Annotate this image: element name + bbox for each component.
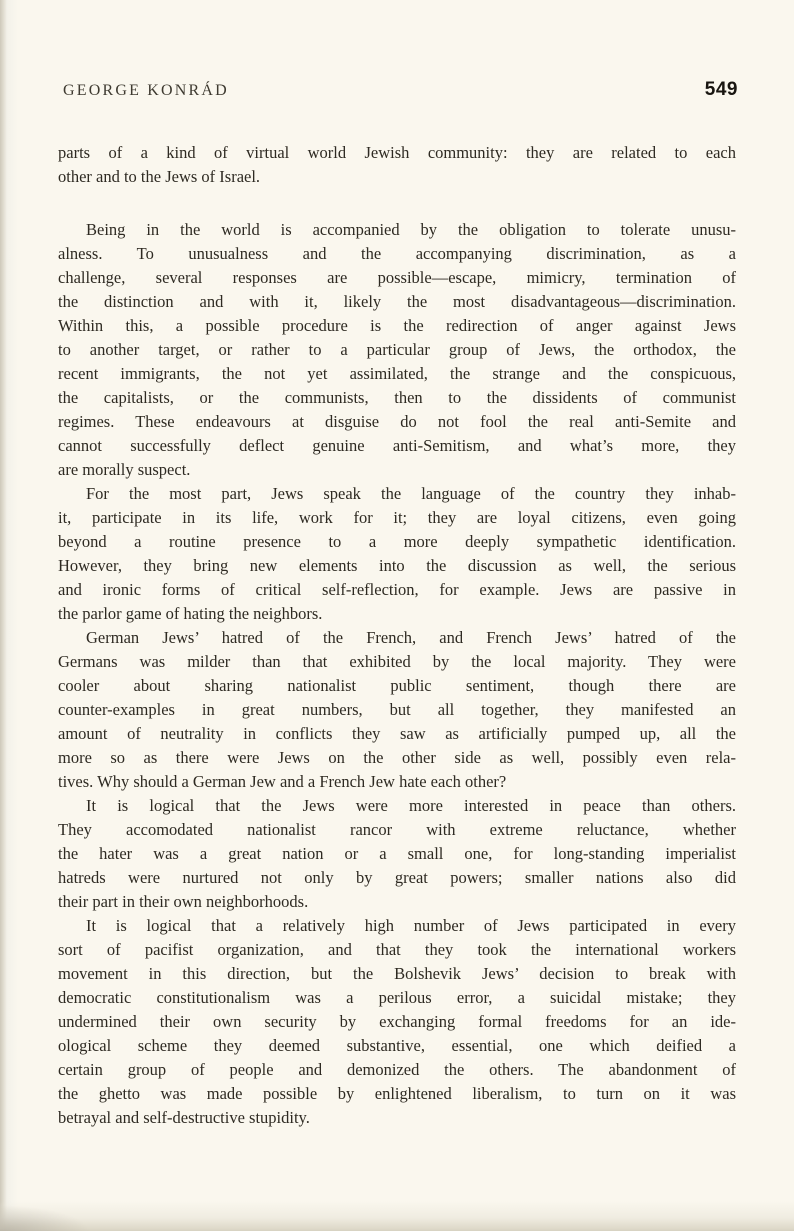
text-line: the distinction and with it, likely the most disadvantageous—discrimination. — [58, 292, 736, 311]
text-line: However, they bring new elements into the discussion as well, the serious — [58, 556, 736, 575]
text-line: the parlor game of hating the neighbors. — [58, 604, 323, 623]
text-line: recent immigrants, the not yet assimilated, the strange and the conspicuous, — [58, 364, 736, 383]
text-line: democratic constitutionalism was a perilous error, a suicidal mistake; they — [58, 988, 736, 1007]
text-line: undermined their own security by exchanging formal freedoms for an ide- — [58, 1012, 736, 1031]
text-line: to another target, or rather to a particular group of Jews, the orthodox, the — [58, 340, 736, 359]
paragraph — [58, 218, 736, 482]
text-line: beyond a routine presence to a more deeply sympathetic identification. — [58, 532, 736, 551]
text-line: movement in this direction, but the Bolshevik Jews’ decision to break with — [58, 964, 736, 983]
text-line: For the most part, Jews speak the language of the country they inhab- — [86, 484, 736, 503]
text-line: counter-examples in great numbers, but all together, they manifested an — [58, 700, 736, 719]
text-line: parts of a kind of virtual world Jewish community: they are related to each — [58, 143, 736, 162]
text-line: are morally suspect. — [58, 460, 191, 479]
text-line: the capitalists, or the communists, then to the dissidents of communist — [58, 388, 736, 407]
text-line: more so as there were Jews on the other side as well, possibly even rela- — [58, 748, 736, 767]
text-line: and ironic forms of critical self-reflection, for example. Jews are passive in — [58, 580, 736, 599]
page-number: 549 — [704, 79, 738, 100]
text-line: the hater was a great nation or a small one, for long-standing imperialist — [58, 844, 736, 863]
text-line: German Jews’ hatred of the French, and French Jews’ hatred of the — [86, 628, 736, 647]
text-line: their part in their own neighborhoods. — [58, 892, 309, 911]
text-line: ological scheme they deemed substantive, essential, one which deified a — [58, 1036, 736, 1055]
text-line: It is logical that a relatively high number of Jews participated in every — [86, 916, 736, 935]
text-line: certain group of people and demonized the others. The abandonment of — [58, 1060, 736, 1079]
text-line: amount of neutrality in conflicts they saw as artificially pumped up, all the — [58, 724, 736, 743]
running-header — [63, 79, 740, 106]
text-line: Being in the world is accompanied by the obligation to tolerate unusu- — [86, 220, 736, 239]
text-line: the ghetto was made possible by enlightened liberalism, to turn on it was — [58, 1084, 736, 1103]
paragraph — [58, 914, 736, 1130]
text-line: Within this, a possible procedure is the redirection of anger against Jews — [58, 316, 736, 335]
text-line: It is logical that the Jews were more interested in peace than others. — [86, 796, 736, 815]
text-line: challenge, several responses are possible—escape, mimicry, termination of — [58, 268, 736, 287]
page-left-edge — [0, 0, 18, 1231]
text-line: betrayal and self-destructive stupidity. — [58, 1108, 310, 1127]
text-line: other and to the Jews of Israel. — [58, 167, 261, 186]
text-line: sort of pacifist organization, and that they took the international workers — [58, 940, 736, 959]
text-line: tives. Why should a German Jew and a French Jew hate each other? — [58, 772, 507, 791]
paragraph — [58, 141, 736, 189]
page-bottom-edge — [0, 1201, 794, 1231]
page-body — [58, 141, 736, 1130]
text-line: hatreds were nurtured not only by great powers; smaller nations also did — [58, 868, 736, 887]
page-bottom-left-corner-shadow — [0, 1205, 90, 1231]
paragraph — [58, 794, 736, 914]
text-line: cannot successfully deflect genuine anti-Semitism, and what’s more, they — [58, 436, 736, 455]
text-line: They accomodated nationalist rancor with extreme reluctance, whether — [58, 820, 736, 839]
paragraph — [58, 626, 736, 794]
paragraph — [58, 482, 736, 626]
text-line: regimes. These endeavours at disguise do not fool the real anti-Semite and — [58, 412, 736, 431]
text-line: cooler about sharing nationalist public sentiment, though there are — [58, 676, 736, 695]
text-line: alness. To unusualness and the accompanying discrimination, as a — [58, 244, 736, 263]
running-header-author: GEORGE KONRÁD — [63, 82, 229, 99]
text-line: Germans was milder than that exhibited by the local majority. They were — [58, 652, 736, 671]
text-line: it, participate in its life, work for it; they are loyal citizens, even going — [58, 508, 736, 527]
